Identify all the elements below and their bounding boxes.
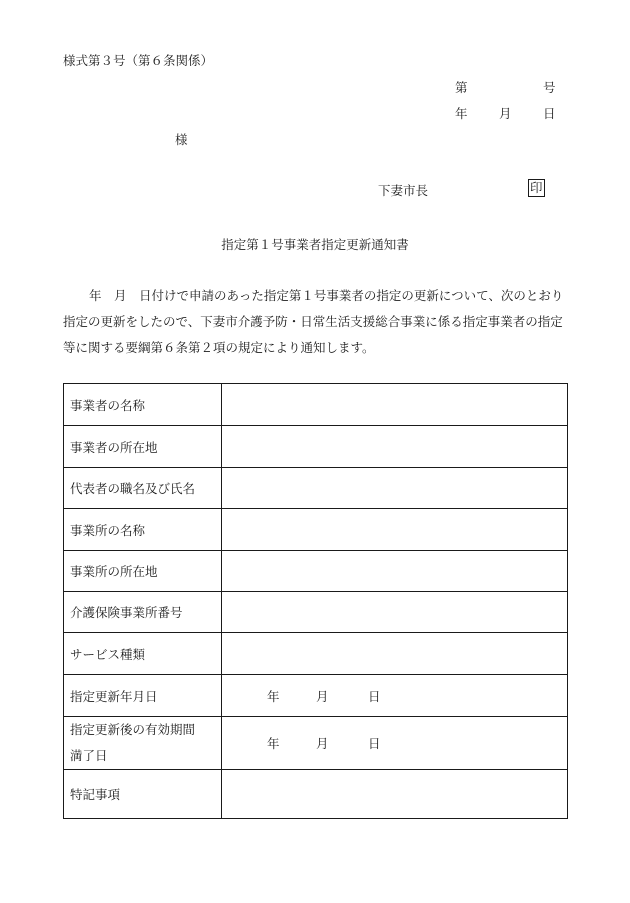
renewal-month-label: 月 [316, 688, 329, 704]
info-table [63, 383, 568, 819]
doc-number-prefix: 第 [455, 80, 468, 95]
sender-name: 下妻市長 [378, 183, 429, 198]
seal-mark: 印 [530, 180, 543, 195]
expiry-day-label: 日 [368, 736, 381, 751]
table-row [64, 770, 568, 819]
row-label: 代表者の職名及び氏名 [64, 468, 222, 509]
row-label [64, 717, 222, 770]
row-label: 事業者の名称 [64, 384, 222, 426]
body-line-2: 指定の更新をしたので、下妻市介護予防・日常生活支援総合事業に係る指定事業者の指定 [63, 314, 563, 329]
row-label: 事業所の所在地 [64, 551, 222, 592]
body-paragraph [63, 283, 573, 361]
table-row [64, 551, 568, 592]
row-label-line-2: 満了日 [70, 748, 108, 763]
renewal-day-label: 日 [368, 688, 381, 704]
row-value[interactable] [222, 468, 568, 509]
renewal-date-value[interactable] [222, 675, 568, 717]
row-label: 事業所の名称 [64, 509, 222, 551]
table-row [64, 633, 568, 675]
row-value[interactable] [222, 551, 568, 592]
row-label: 指定更新年月日 [64, 675, 222, 717]
table-row [64, 468, 568, 509]
expiry-date-value[interactable] [222, 717, 568, 770]
doc-number-suffix: 号 [543, 80, 556, 95]
row-value[interactable] [222, 633, 568, 675]
renewal-year-label: 年 [267, 688, 280, 704]
table-row [64, 509, 568, 551]
row-value[interactable] [222, 426, 568, 468]
row-label: サービス種類 [64, 633, 222, 675]
body-line-1: 年 月 日付けで申請のあった指定第１号事業者の指定の更新について、次のとおり [89, 288, 564, 303]
expiry-month-label: 月 [316, 736, 329, 751]
row-label: 特記事項 [64, 770, 222, 819]
doc-date-year: 年 [455, 106, 468, 121]
row-value[interactable] [222, 770, 568, 819]
table-row [64, 675, 568, 717]
document-title: 指定第１号事業者指定更新通知書 [221, 237, 409, 252]
table-row [64, 592, 568, 633]
row-label-line-1: 指定更新後の有効期間 [70, 722, 196, 737]
addressee-honorific: 様 [175, 132, 188, 147]
row-value[interactable] [222, 592, 568, 633]
body-line-3: 等に関する要綱第６条第２項の規定により通知します。 [63, 340, 375, 355]
row-label: 事業者の所在地 [64, 426, 222, 468]
table-row [64, 384, 568, 426]
form-number: 様式第３号（第６条関係） [63, 53, 214, 68]
row-value[interactable] [222, 509, 568, 551]
row-value[interactable] [222, 384, 568, 426]
expiry-year-label: 年 [267, 736, 280, 751]
table-row [64, 717, 568, 770]
doc-date-day: 日 [543, 106, 556, 121]
table-row [64, 426, 568, 468]
row-label: 介護保険事業所番号 [64, 592, 222, 633]
doc-date-month: 月 [499, 106, 512, 121]
